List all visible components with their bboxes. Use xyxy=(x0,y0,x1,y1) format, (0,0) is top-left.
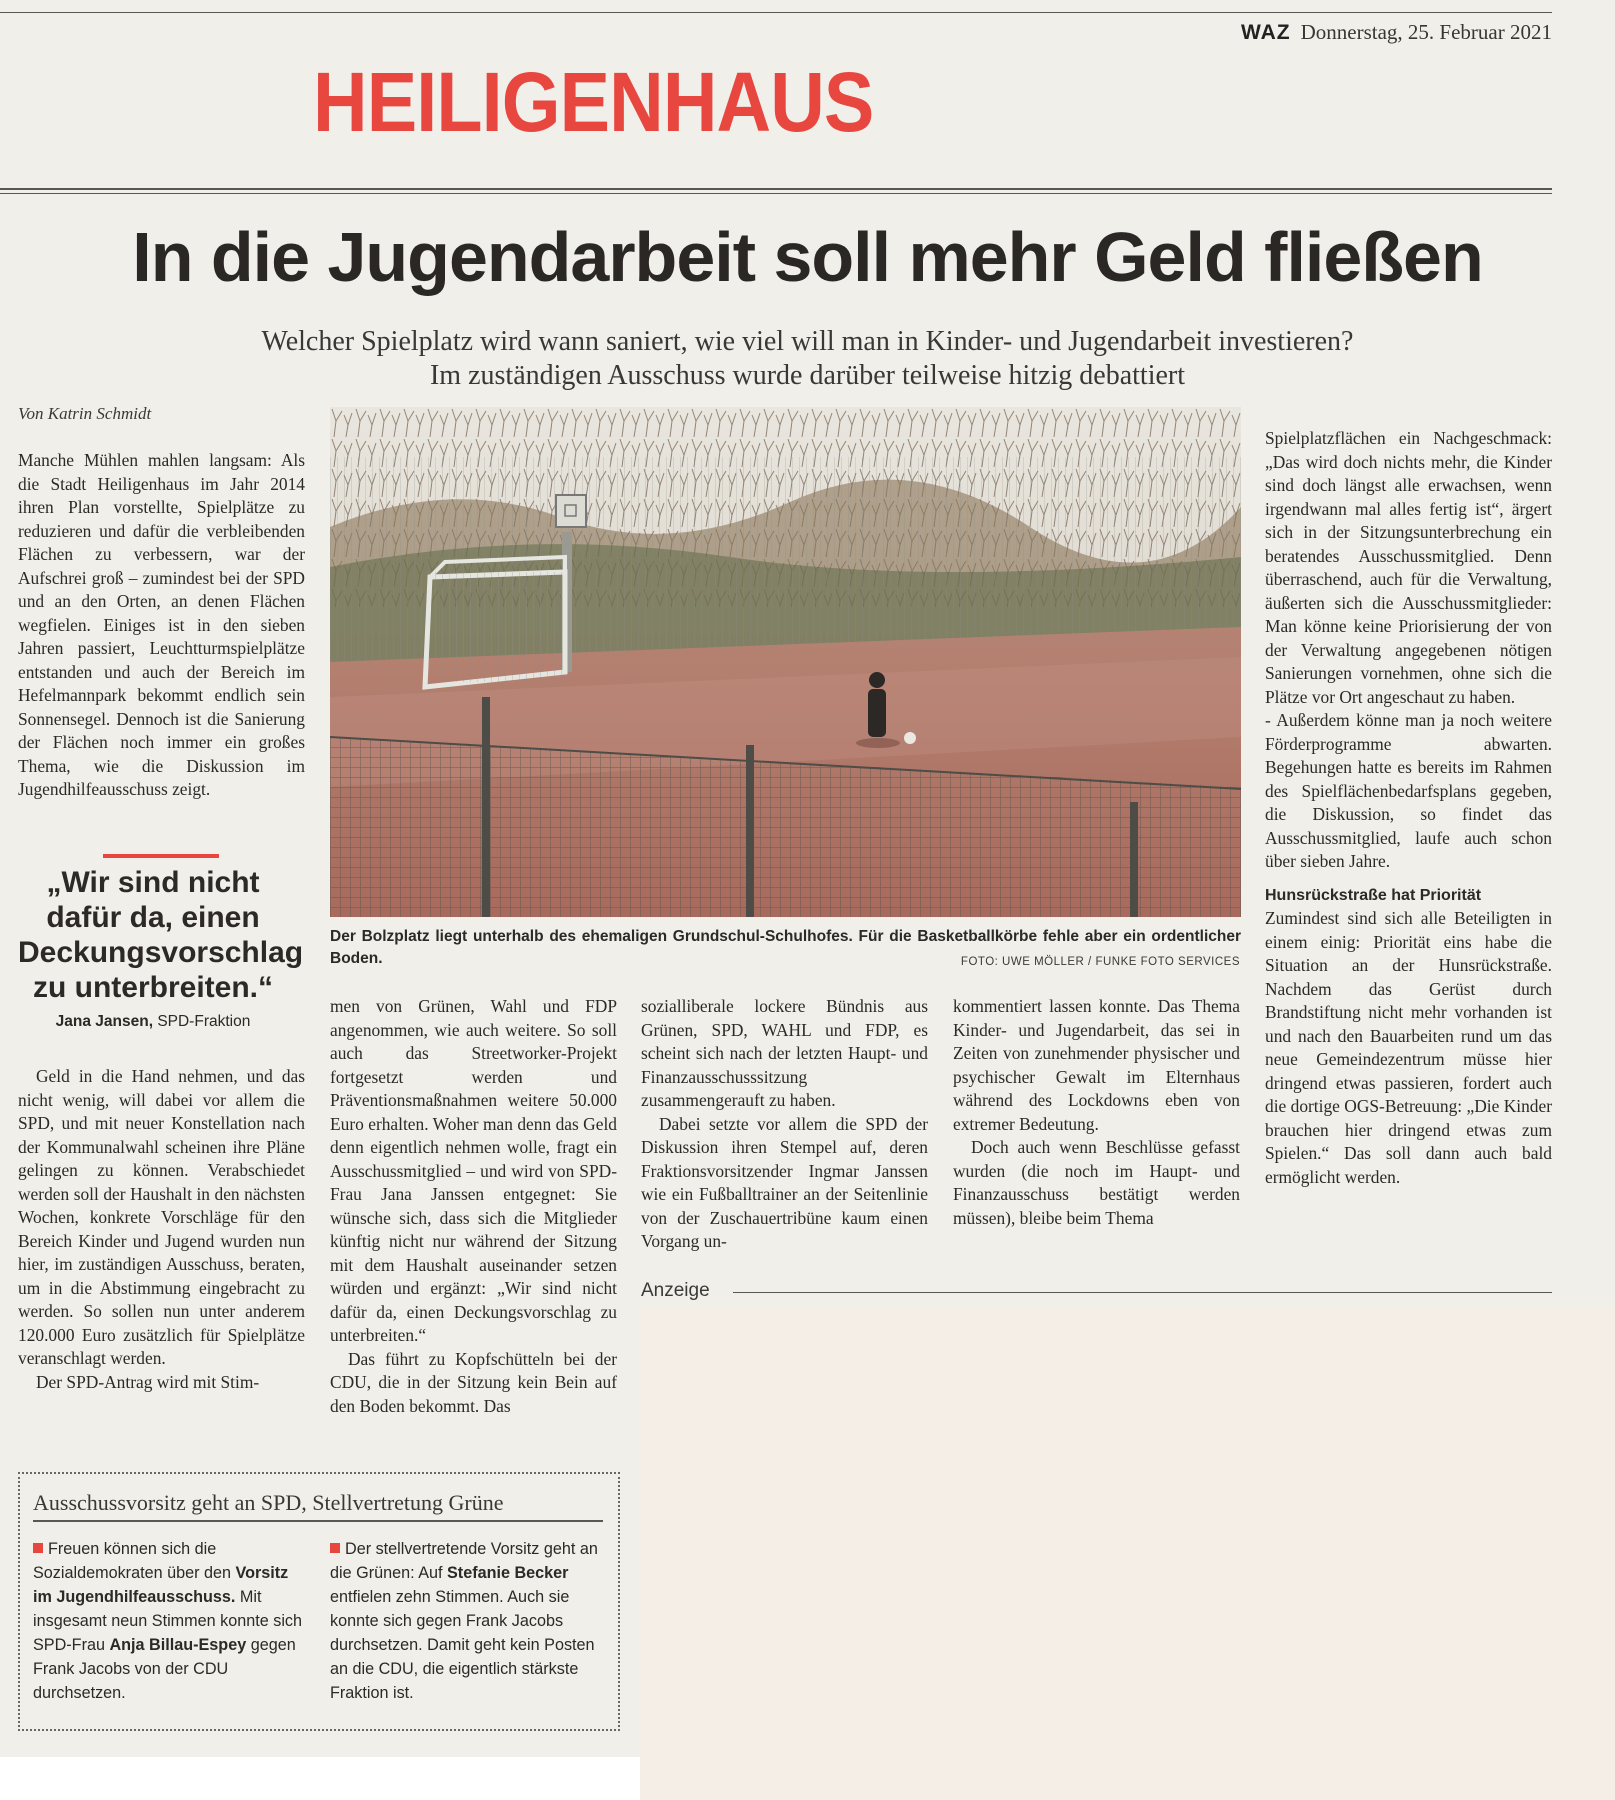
photo-credit: FOTO: UWE MÖLLER / FUNKE FOTO SERVICES xyxy=(960,956,1240,968)
column-2-paragraph-1: men von Grünen, Wahl und FDP angenommen, wie auch weitere. So soll auch das Streetworker-Projekt fortgesetzt werden und Präventionsmaßnahmen weitere 50.000 Euro erhalten. Woher man denn das Geld denn eigentlich nehmen wolle, fragt ein Ausschussmitglied – und wird von SPD-Frau Jana Janssen entgegnet: Sie wünsche sich, dass sich die Mitglieder künftig nicht nur während der Sitzung mit dem Haushalt auseinander setzen würden und ergänzt: „Wir sind nicht dafür da, einen Deckungsvorschlag zu unterbreiten.“ xyxy=(330,996,617,1345)
bullet-square-icon xyxy=(33,1543,43,1553)
info-left-bold-2: Anja Billau-Espey xyxy=(109,1636,247,1654)
top-rule xyxy=(0,12,1552,13)
column-3-paragraph-1: sozialliberale lockere Bündnis aus Grünen, SPD, WAHL und FDP, es scheint sich nach der letzten Haupt- und Finanzausschusssitzung zusammengerauft zu haben. xyxy=(641,996,928,1110)
column-5-paragraph-2: - Außerdem könne man ja noch weitere Förderprogramme abwarten. Begehungen hatte es bereits im Rahmen des Spielflächenbedarfsplans gegeben, die Diskussion, so findet das Ausschussmitglied, laufe auch schon über sieben Jahre. xyxy=(1265,710,1552,871)
info-right-text-1: Der stellvertretende Vorsitz geht an die Grünen: Auf xyxy=(330,1540,598,1582)
column-3 xyxy=(641,995,928,1254)
section-title: HEILIGENHAUS xyxy=(313,55,874,149)
quote-accent-bar xyxy=(103,854,219,858)
intro-text xyxy=(18,449,305,802)
column-4-paragraph-2: Doch auch wenn Beschlüsse gefasst wurden (die noch im Haupt- und Finanzausschuss bestätigt werden müssen), bleibe beim Thema xyxy=(953,1137,1240,1228)
column-5-paragraph-1: Spielplatzflächen ein Nachgeschmack: „Das wird doch nichts mehr, die Kinder sind doch längst alle erwachsen, wenn irgendwann mal alles fertig ist“, ärgert sich in der Sitzungsunterbrechung ein beratendes Ausschussmitglied. Denn überraschend, auch für die Verwaltung, äußerten sich die Ausschussmitglieder: Man könne keine Priorisierung der von der Verwaltung angegebenen nötigen Sanierungen vornehmen, ohne sich die Plätze vor Ort angeschaut zu haben. xyxy=(1265,428,1552,707)
info-right-bold-1: Stefanie Becker xyxy=(447,1564,569,1582)
column-4-paragraph-1: kommentiert lassen konnte. Das Thema Kinder- und Jugendarbeit, das sei in Zeiten von zunehmender physischer und psychischer Gewalt im Elternhaus während des Lockdowns eben von extremer Bedeutung. xyxy=(953,996,1240,1134)
info-left-text-3: gegen Frank Jacobs von der CDU durchsetzen. xyxy=(33,1636,296,1702)
photo-caption: Der Bolzplatz liegt unterhalb des ehemaligen Grundschul-Schulhofes. Für die Basketballkörbe fehle aber ein ordentlicher Boden. xyxy=(330,928,1241,967)
info-box-left xyxy=(33,1537,303,1705)
info-box-title: Ausschussvorsitz geht an SPD, Stellvertretung Grüne xyxy=(33,1490,504,1515)
column-5-paragraph-3: Zumindest sind sich alle Beteiligten in einem einig: Priorität eins habe die Situation an der Hunsrückstraße. Nachdem das Gerüst durch Brandstiftung nicht mehr vorhanden ist und nach den Bauarbeiten rund um das neue Gemeindezentrum müsse hier dringend etwas passieren, fordert auch die dortige OGS-Betreuung: „Die Kinder brauchen hier dringend etwas zum Spielen.“ Das soll dann auch bald ermöglicht werden. xyxy=(1265,908,1552,1187)
column-3-paragraph-2: Dabei setzte vor allem die SPD der Diskussion ihren Stempel auf, deren Fraktionsvorsitzender Ingmar Janssen wie ein Fußballtrainer an der Seitenlinie von der Zuschauertribüne kaum einen Vorgang un- xyxy=(641,1113,928,1251)
masthead xyxy=(1241,20,1552,45)
column-1-paragraph-1: Geld in die Hand nehmen, und das nicht wenig, will dabei vor allem die SPD, und mit neuer Konstellation nach der Kommunalwahl scheinen ihre Pläne gelingen zu können. Verabschiedet werden soll der Haushalt in den nächsten Wochen, konkrete Vorschläge für den Bereich Kinder und Jugend wurden nun hier, im zuständigen Ausschuss, beraten, um in die Abstimmung eingebracht zu werden. So sollen nun unter anderem 120.000 Euro zusätzlich für Spielplätze veranschlagt werden. xyxy=(18,1066,305,1368)
ad-rule xyxy=(733,1292,1552,1293)
bullet-square-icon xyxy=(330,1543,340,1553)
column-2-paragraph-2: Das führt zu Kopfschütteln bei der CDU, die in der Sitzung kein Bein auf den Boden bekommt. Das xyxy=(330,1348,617,1416)
byline: Von Katrin Schmidt xyxy=(18,404,152,423)
column-5 xyxy=(1265,427,1552,1189)
info-right-text-2: entfielen zehn Stimmen. Auch sie konnte sich gegen Frank Jacobs durchsetzen. Damit geht kein Posten an die CDU, die eigentlich stärkste Fraktion ist. xyxy=(330,1588,595,1702)
masthead-brand: WAZ xyxy=(1240,21,1291,44)
info-left-text-1: Freuen können sich die Sozialdemokraten über den xyxy=(33,1540,236,1582)
quote-author-role: SPD-Fraktion xyxy=(157,1013,251,1030)
quote-author xyxy=(18,1013,288,1031)
info-left-text-2: Mit insgesamt neun Stimmen konnte sich SPD-Frau xyxy=(33,1588,303,1654)
column-1-paragraph-2: Der SPD-Antrag wird mit Stim- xyxy=(36,1371,260,1392)
masthead-date: Donnerstag, 25. Februar 2021 xyxy=(1300,20,1552,44)
headline: In die Jugendarbeit soll mehr Geld fließen xyxy=(132,218,1483,296)
column-4 xyxy=(953,995,1240,1230)
intro-paragraph: Manche Mühlen mahlen langsam: Als die Stadt Heiligenhaus im Jahr 2014 ihren Plan vorstellte, Spielplätze zu reduzieren und dafür die verbleibenden Flächen zu verbessern, war der Aufschrei groß – zumindest bei der SPD und an den Orten, an denen Flächen wegfielen. Einiges ist in den sieben Jahren passiert, Leuchtturmspielplätze entstanden und auch der Bereich im Hefelmannpark bekommt endlich sein Sonnensegel. Dennoch ist die Sanierung der Flächen noch immer ein großes Thema, wie die Diskussion im Jugendhilfeausschuss zeigt. xyxy=(18,450,305,799)
info-box-right xyxy=(330,1537,605,1705)
info-left-bold-1: Vorsitz im Jugendhilfeausschuss. xyxy=(33,1564,289,1606)
photo-bolzplatz xyxy=(330,407,1241,917)
subheadline-line-1: Welcher Spielplatz wird wann saniert, wie viel will man in Kinder- und Jugendarbeit investieren? xyxy=(261,326,1354,357)
column-5-subhead: Hunsrückstraße hat Priorität xyxy=(1265,886,1482,904)
section-rule-thin xyxy=(0,193,1552,194)
section-rule xyxy=(0,188,1552,190)
ad-label: Anzeige xyxy=(641,1280,710,1301)
column-2 xyxy=(330,995,617,1418)
pull-quote: „Wir sind nicht dafür da, einen Deckungsvorschlag zu unterbreiten.“ xyxy=(18,866,304,1004)
column-1 xyxy=(18,1065,305,1394)
quote-author-name: Jana Jansen, xyxy=(55,1013,153,1030)
info-box-rule xyxy=(33,1520,603,1522)
empty-area xyxy=(640,1307,1615,1800)
subheadline-line-2: Im zuständigen Ausschuss wurde darüber teilweise hitzig debattiert xyxy=(429,360,1185,391)
